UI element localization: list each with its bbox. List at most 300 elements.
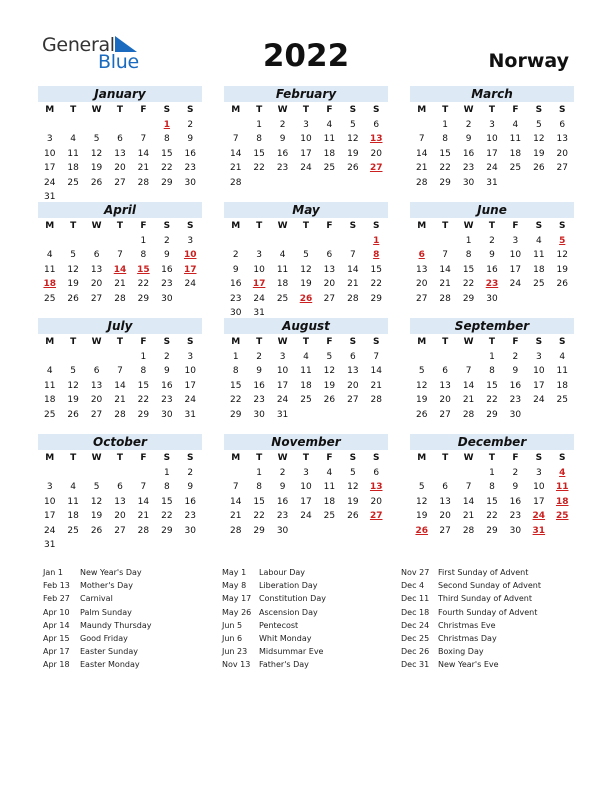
day-cell: 13	[347, 366, 359, 376]
day-cell: 14	[439, 264, 451, 275]
month-title: July	[38, 318, 202, 334]
day-cell	[108, 466, 131, 481]
holiday-entry	[401, 658, 581, 671]
day-cell: 25	[323, 163, 336, 173]
day-cell: 8	[442, 134, 448, 144]
holiday-entry	[43, 619, 223, 632]
holiday-date: Jan 1	[43, 568, 63, 577]
day-cell: 15	[161, 496, 173, 507]
holiday-date: Apr 10	[43, 607, 70, 617]
day-cell: 20	[90, 279, 103, 289]
day-cell: 17	[509, 264, 522, 275]
day-cell: 3	[46, 134, 53, 144]
holiday-date: Apr 18	[43, 660, 70, 670]
day-cell: 29	[370, 293, 382, 304]
holiday-entry	[401, 632, 581, 645]
day-cell: 10	[533, 482, 545, 492]
day-cell: 1	[489, 467, 495, 478]
day-cell	[85, 466, 108, 481]
weekday-label: W	[91, 337, 102, 347]
day-cell: 23	[161, 395, 173, 405]
weekday-label: T	[302, 221, 310, 231]
week-row	[410, 408, 574, 423]
day-cell: 25	[43, 409, 56, 420]
day-cell: 5	[349, 467, 356, 478]
day-cell: 5	[535, 119, 542, 130]
holiday-name: Good Friday	[80, 633, 128, 643]
holiday-day-cell: 18	[43, 279, 56, 289]
holiday-entry	[401, 579, 581, 592]
day-cell: 25	[556, 395, 568, 405]
day-cell	[410, 466, 433, 481]
weekday-label: W	[463, 105, 474, 115]
weekday-label: S	[163, 221, 171, 231]
day-cell: 16	[486, 264, 498, 275]
day-cell: 28	[114, 293, 126, 304]
day-cell: 12	[415, 380, 428, 391]
day-cell: 29	[439, 177, 451, 188]
day-cell: 3	[303, 119, 309, 130]
day-cell: 13	[556, 134, 568, 144]
day-cell: 3	[279, 351, 286, 362]
day-cell: 8	[465, 250, 472, 260]
day-cell: 21	[114, 395, 126, 405]
day-cell: 26	[67, 409, 79, 420]
day-cell: 9	[512, 366, 519, 376]
weekday-header-row	[224, 335, 388, 350]
holiday-name: Christmas Day	[438, 633, 497, 643]
day-cell: 26	[415, 409, 428, 420]
day-cell: 3	[187, 235, 194, 246]
week-row	[410, 393, 574, 408]
day-cell: 16	[161, 380, 173, 391]
weekday-label: S	[163, 453, 171, 463]
holiday-day-cell: 5	[559, 235, 566, 246]
day-cell: 18	[43, 395, 56, 405]
holiday-entry	[222, 592, 402, 605]
day-cell: 10	[43, 148, 56, 159]
day-cell: 26	[347, 511, 359, 521]
weekday-label: T	[116, 221, 124, 231]
holiday-name: Maundy Thursday	[80, 620, 152, 630]
weekday-label: T	[442, 453, 449, 463]
day-cell: 22	[253, 163, 265, 173]
holiday-date: Jun 23	[222, 647, 248, 657]
day-cell: 12	[556, 250, 568, 260]
day-cell: 14	[137, 496, 150, 507]
weekday-label: S	[187, 221, 194, 231]
day-cell	[410, 118, 433, 133]
day-cell: 14	[137, 148, 150, 159]
weekday-label: M	[45, 105, 55, 115]
day-cell	[108, 538, 131, 553]
holiday-entry	[401, 592, 581, 605]
day-cell: 2	[163, 351, 170, 362]
day-cell	[38, 466, 61, 481]
week-row	[410, 277, 574, 292]
day-cell: 7	[232, 134, 239, 144]
day-cell	[85, 234, 108, 249]
day-cell: 1	[140, 351, 147, 362]
day-cell: 12	[323, 366, 336, 376]
day-cell: 14	[229, 496, 242, 507]
weekday-label: T	[70, 337, 77, 347]
day-cell: 14	[229, 148, 242, 159]
day-cell: 5	[418, 366, 425, 376]
holiday-day-cell: 17	[183, 264, 197, 275]
day-cell	[38, 234, 61, 249]
day-cell: 27	[90, 409, 103, 420]
week-row	[38, 292, 202, 307]
day-cell: 22	[137, 279, 150, 289]
day-cell: 26	[347, 163, 359, 173]
day-cell	[365, 176, 388, 191]
weekday-label: S	[535, 105, 543, 115]
week-row	[410, 350, 574, 365]
day-cell: 15	[253, 148, 265, 159]
day-cell: 13	[114, 148, 126, 159]
day-cell: 15	[137, 380, 150, 391]
day-cell: 11	[67, 148, 79, 159]
holiday-day-cell: 24	[532, 511, 546, 521]
day-cell	[318, 524, 341, 539]
day-cell: 7	[117, 250, 123, 260]
holiday-day-cell: 8	[373, 250, 380, 260]
holiday-date: Apr 15	[43, 633, 70, 643]
holiday-name: Christmas Eve	[438, 620, 496, 630]
day-cell: 31	[43, 540, 56, 550]
day-cell: 24	[43, 177, 56, 188]
day-cell: 30	[229, 308, 242, 318]
day-cell: 12	[90, 148, 103, 159]
day-cell: 13	[114, 496, 126, 507]
weekday-label: F	[326, 453, 333, 463]
day-cell: 29	[137, 409, 150, 420]
day-cell: 31	[486, 177, 498, 188]
holiday-entry	[222, 566, 402, 579]
holiday-entry	[222, 645, 402, 658]
day-cell: 18	[509, 148, 522, 159]
day-cell: 24	[486, 163, 498, 173]
holiday-entry	[401, 606, 581, 619]
day-cell	[132, 466, 155, 481]
day-cell	[551, 292, 574, 307]
holiday-day-cell: 6	[418, 250, 425, 260]
weekday-label: M	[417, 453, 427, 463]
day-cell: 24	[300, 163, 312, 173]
day-cell	[155, 538, 178, 553]
day-cell: 13	[415, 264, 428, 275]
day-cell: 11	[276, 264, 289, 275]
month-january	[38, 86, 202, 205]
week-row	[38, 277, 202, 292]
day-cell: 14	[114, 380, 126, 391]
day-cell: 6	[559, 119, 566, 130]
day-cell: 1	[442, 119, 448, 130]
holiday-day-cell: 17	[252, 279, 266, 289]
holiday-name: Labour Day	[259, 568, 306, 577]
weekday-label: S	[187, 337, 194, 347]
day-cell: 5	[326, 351, 333, 362]
day-cell: 20	[90, 395, 103, 405]
holiday-entry	[401, 619, 581, 632]
day-cell: 12	[67, 264, 79, 275]
day-cell: 2	[232, 250, 239, 260]
holiday-date: May 17	[222, 594, 252, 604]
day-cell: 12	[415, 496, 428, 507]
day-cell: 19	[415, 511, 428, 521]
day-cell: 8	[489, 366, 495, 376]
weekday-header-row	[38, 335, 202, 350]
weekday-label: T	[70, 453, 77, 463]
weekday-label: S	[373, 453, 380, 463]
day-cell: 23	[276, 163, 289, 173]
weekday-label: W	[463, 337, 474, 347]
day-cell: 25	[276, 293, 289, 304]
holiday-name: Midsummar Eve	[259, 647, 324, 657]
day-cell: 9	[279, 482, 286, 492]
holiday-entry	[43, 645, 223, 658]
day-cell: 10	[276, 366, 289, 376]
day-cell: 14	[370, 366, 382, 376]
day-cell: 30	[161, 293, 173, 304]
day-cell: 20	[323, 279, 336, 289]
weekday-header-row	[410, 451, 574, 466]
day-cell: 22	[370, 279, 382, 289]
day-cell	[224, 118, 247, 133]
day-cell: 22	[137, 395, 150, 405]
day-cell: 21	[229, 163, 242, 173]
week-row	[38, 393, 202, 408]
weekday-label: W	[277, 105, 288, 115]
day-cell: 22	[253, 511, 265, 521]
holiday-day-cell: 23	[485, 279, 499, 289]
week-row	[410, 248, 574, 263]
day-cell: 4	[535, 235, 542, 246]
holiday-day-cell: 26	[415, 525, 428, 536]
week-row	[224, 408, 388, 423]
day-cell: 2	[256, 351, 262, 362]
weekday-label: T	[116, 105, 124, 115]
day-cell: 5	[303, 250, 309, 260]
holiday-date: Jun 5	[222, 620, 243, 630]
day-cell: 10	[509, 250, 522, 260]
day-cell: 30	[509, 525, 522, 536]
day-cell	[179, 538, 202, 553]
weekday-label: S	[559, 221, 566, 231]
weekday-label: S	[559, 105, 566, 115]
weekday-label: M	[45, 453, 55, 463]
week-row	[410, 379, 574, 394]
day-cell: 5	[93, 482, 100, 492]
day-cell: 9	[489, 250, 495, 260]
day-cell: 26	[323, 395, 336, 405]
holiday-day-cell: 15	[137, 264, 150, 275]
weekday-label: S	[373, 105, 380, 115]
day-cell: 18	[67, 511, 79, 521]
day-cell: 27	[347, 395, 359, 405]
day-cell: 16	[184, 148, 196, 159]
day-cell: 29	[137, 293, 150, 304]
week-row	[38, 364, 202, 379]
holiday-date: May 26	[222, 607, 252, 617]
weekday-label: F	[326, 105, 333, 115]
day-cell: 3	[535, 351, 542, 362]
weekday-label: S	[349, 105, 357, 115]
day-cell: 30	[253, 409, 265, 420]
logo-text-blue: Blue	[98, 51, 139, 73]
day-cell: 4	[279, 250, 286, 260]
day-cell: 7	[465, 482, 472, 492]
weekday-header-row	[38, 103, 202, 118]
holiday-date: Dec 18	[401, 607, 430, 617]
day-cell: 13	[439, 380, 451, 391]
holiday-day-cell: 1	[373, 235, 380, 246]
day-cell	[318, 408, 341, 423]
holiday-name: Fourth Sunday of Advent	[438, 607, 538, 617]
month-september	[410, 318, 574, 422]
day-cell: 22	[161, 511, 173, 521]
day-cell: 7	[232, 482, 239, 492]
day-cell: 12	[347, 482, 359, 492]
day-cell: 22	[486, 511, 498, 521]
week-row	[410, 161, 574, 176]
day-cell: 9	[232, 264, 239, 275]
month-march	[410, 86, 574, 190]
holiday-name: Constitution Day	[259, 594, 326, 604]
day-cell: 28	[370, 395, 382, 405]
weekday-label: W	[91, 453, 102, 463]
day-cell: 22	[229, 395, 242, 405]
day-cell: 29	[462, 293, 475, 304]
day-cell: 8	[489, 482, 495, 492]
week-row	[38, 466, 202, 481]
day-cell	[247, 234, 270, 249]
day-cell: 27	[90, 293, 103, 304]
holiday-day-cell: 26	[299, 293, 313, 304]
weekday-label: S	[163, 105, 171, 115]
holiday-date: Apr 17	[43, 647, 70, 657]
weekday-label: W	[91, 105, 102, 115]
day-cell: 25	[67, 525, 79, 536]
day-cell: 27	[415, 293, 428, 304]
weekday-label: F	[140, 337, 147, 347]
day-cell: 5	[418, 482, 425, 492]
day-cell: 6	[349, 351, 356, 362]
day-cell	[341, 176, 364, 191]
day-cell: 3	[187, 351, 194, 362]
day-cell	[108, 234, 131, 249]
day-cell: 8	[232, 366, 239, 376]
week-row	[38, 408, 202, 423]
day-cell: 4	[326, 119, 333, 130]
day-cell: 18	[276, 279, 289, 289]
day-cell: 30	[486, 293, 498, 304]
day-cell: 17	[184, 380, 196, 391]
day-cell: 14	[415, 148, 428, 159]
day-cell: 11	[67, 496, 79, 507]
day-cell: 8	[140, 250, 147, 260]
day-cell: 11	[43, 380, 56, 391]
calendar-country: Norway	[488, 50, 569, 72]
day-cell: 3	[256, 250, 262, 260]
day-cell: 18	[533, 264, 545, 275]
day-cell: 11	[509, 134, 522, 144]
day-cell	[294, 234, 317, 249]
month-title: February	[224, 86, 388, 102]
weekday-label: W	[463, 453, 474, 463]
day-cell: 22	[439, 163, 451, 173]
day-cell: 11	[300, 366, 312, 376]
week-row	[224, 248, 388, 263]
week-row	[410, 495, 574, 510]
day-cell: 29	[486, 409, 498, 420]
day-cell: 13	[90, 264, 103, 275]
day-cell: 5	[349, 119, 356, 130]
day-cell	[61, 234, 84, 249]
holiday-day-cell: 14	[113, 264, 127, 275]
holiday-column	[401, 566, 581, 672]
holiday-day-cell: 1	[163, 119, 170, 130]
day-cell: 1	[489, 351, 495, 362]
day-cell: 7	[465, 366, 472, 376]
day-cell: 2	[512, 467, 519, 478]
day-cell: 17	[43, 163, 56, 173]
weekday-label: F	[140, 105, 147, 115]
day-cell: 14	[462, 380, 475, 391]
day-cell: 23	[161, 279, 173, 289]
day-cell	[433, 350, 456, 365]
day-cell: 15	[486, 496, 498, 507]
weekday-label: S	[535, 453, 543, 463]
day-cell	[61, 466, 84, 481]
week-row	[38, 509, 202, 524]
day-cell: 10	[184, 366, 196, 376]
holiday-name: Whit Monday	[259, 633, 312, 643]
day-cell: 21	[462, 511, 475, 521]
day-cell: 20	[114, 511, 126, 521]
week-row	[410, 480, 574, 495]
weekday-header-row	[410, 103, 574, 118]
week-row	[224, 364, 388, 379]
day-cell: 30	[184, 177, 196, 188]
holiday-name: Father's Day	[259, 660, 309, 670]
month-title: April	[38, 202, 202, 218]
day-cell	[457, 350, 480, 365]
week-row	[410, 466, 574, 481]
day-cell	[38, 350, 61, 365]
month-december	[410, 434, 574, 538]
day-cell: 23	[184, 511, 196, 521]
day-cell	[61, 538, 84, 553]
holiday-entry	[401, 566, 581, 579]
day-cell	[247, 176, 270, 191]
holiday-name: Palm Sunday	[80, 607, 132, 617]
day-cell: 25	[67, 177, 79, 188]
day-cell	[85, 118, 108, 133]
day-cell: 2	[465, 119, 472, 130]
day-cell	[85, 538, 108, 553]
day-cell	[457, 466, 480, 481]
day-cell: 10	[253, 264, 265, 275]
week-row	[224, 176, 388, 191]
holiday-date: Jun 6	[222, 633, 243, 643]
day-cell: 2	[512, 351, 519, 362]
weekday-label: T	[256, 105, 263, 115]
day-cell: 9	[465, 134, 472, 144]
day-cell: 18	[323, 496, 336, 507]
day-cell	[504, 176, 527, 191]
